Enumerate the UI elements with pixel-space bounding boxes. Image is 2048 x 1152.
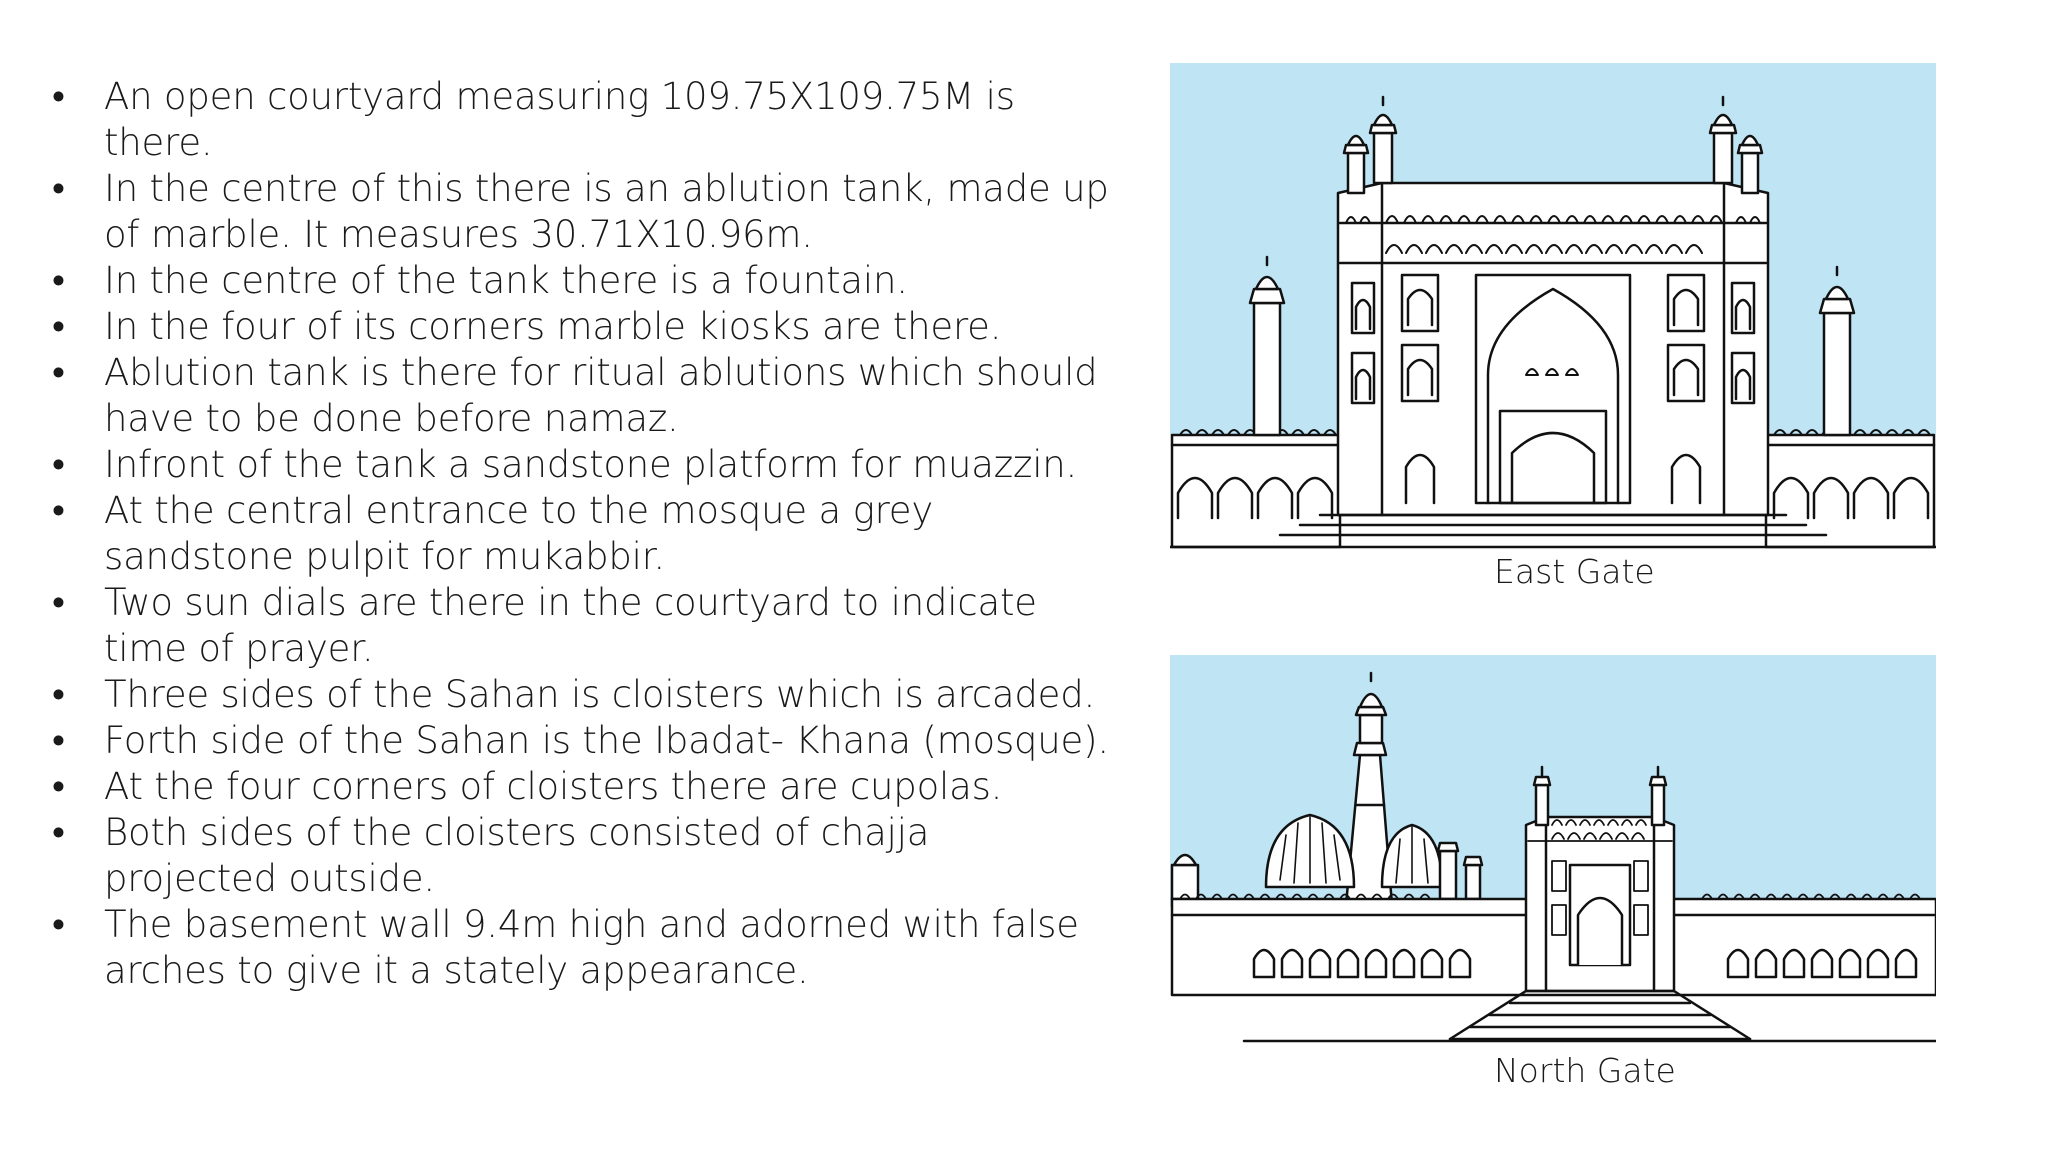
- east-gate-illustration: [1170, 63, 1936, 555]
- bullet-item: • Ablution tank is there for ritual ablutions which should have to be done before namaz.: [52, 351, 1098, 440]
- bullet-list: [52, 74, 1112, 994]
- north-gate-illustration: [1170, 655, 1936, 1045]
- bullet-dot: •: [52, 167, 65, 210]
- bullet-item: • The basement wall 9.4m high and adorned with false arches to give it a stately appearance.: [52, 903, 1079, 992]
- bullet-dot: •: [52, 581, 65, 624]
- bullet-item: • Both sides of the cloisters consisted of chajja projected outside.: [52, 811, 930, 900]
- bullet-item: • At the four corners of cloisters there are cupolas.: [52, 765, 1003, 808]
- bullet-dot: •: [52, 673, 65, 716]
- bullet-item: • Infront of the tank a sandstone platform for muazzin.: [52, 443, 1078, 486]
- bullet-dot: •: [52, 719, 65, 762]
- bullet-dot: •: [52, 443, 65, 486]
- bullet-dot: •: [52, 259, 65, 302]
- bullet-item: • In the centre of the tank there is a fountain.: [52, 259, 908, 302]
- bullet-dot: •: [52, 489, 65, 532]
- bullet-item: • In the centre of this there is an ablution tank, made up of marble. It measures 30.71X10.96m.: [52, 167, 1109, 256]
- bullet-dot: •: [52, 305, 65, 348]
- bullet-dot: •: [52, 75, 65, 118]
- east-gate-caption: East Gate: [1494, 552, 1655, 591]
- bullet-item: • Forth side of the Sahan is the Ibadat- Khana (mosque).: [52, 719, 1109, 762]
- bullet-item: • Three sides of the Sahan is cloisters which is arcaded.: [52, 673, 1096, 716]
- bullet-dot: •: [52, 351, 65, 394]
- bullet-dot: •: [52, 765, 65, 808]
- bullet-item: • In the four of its corners marble kiosks are there.: [52, 305, 1002, 348]
- bullet-dot: •: [52, 811, 65, 854]
- north-gate-caption: North Gate: [1494, 1051, 1676, 1090]
- bullet-item: • Two sun dials are there in the courtyard to indicate time of prayer.: [52, 581, 1037, 670]
- bullet-item: • An open courtyard measuring 109.75X109.75M is there.: [52, 75, 1015, 164]
- bullet-item: • At the central entrance to the mosque a grey sandstone pulpit for mukabbir.: [52, 489, 934, 578]
- bullet-dot: •: [52, 903, 65, 946]
